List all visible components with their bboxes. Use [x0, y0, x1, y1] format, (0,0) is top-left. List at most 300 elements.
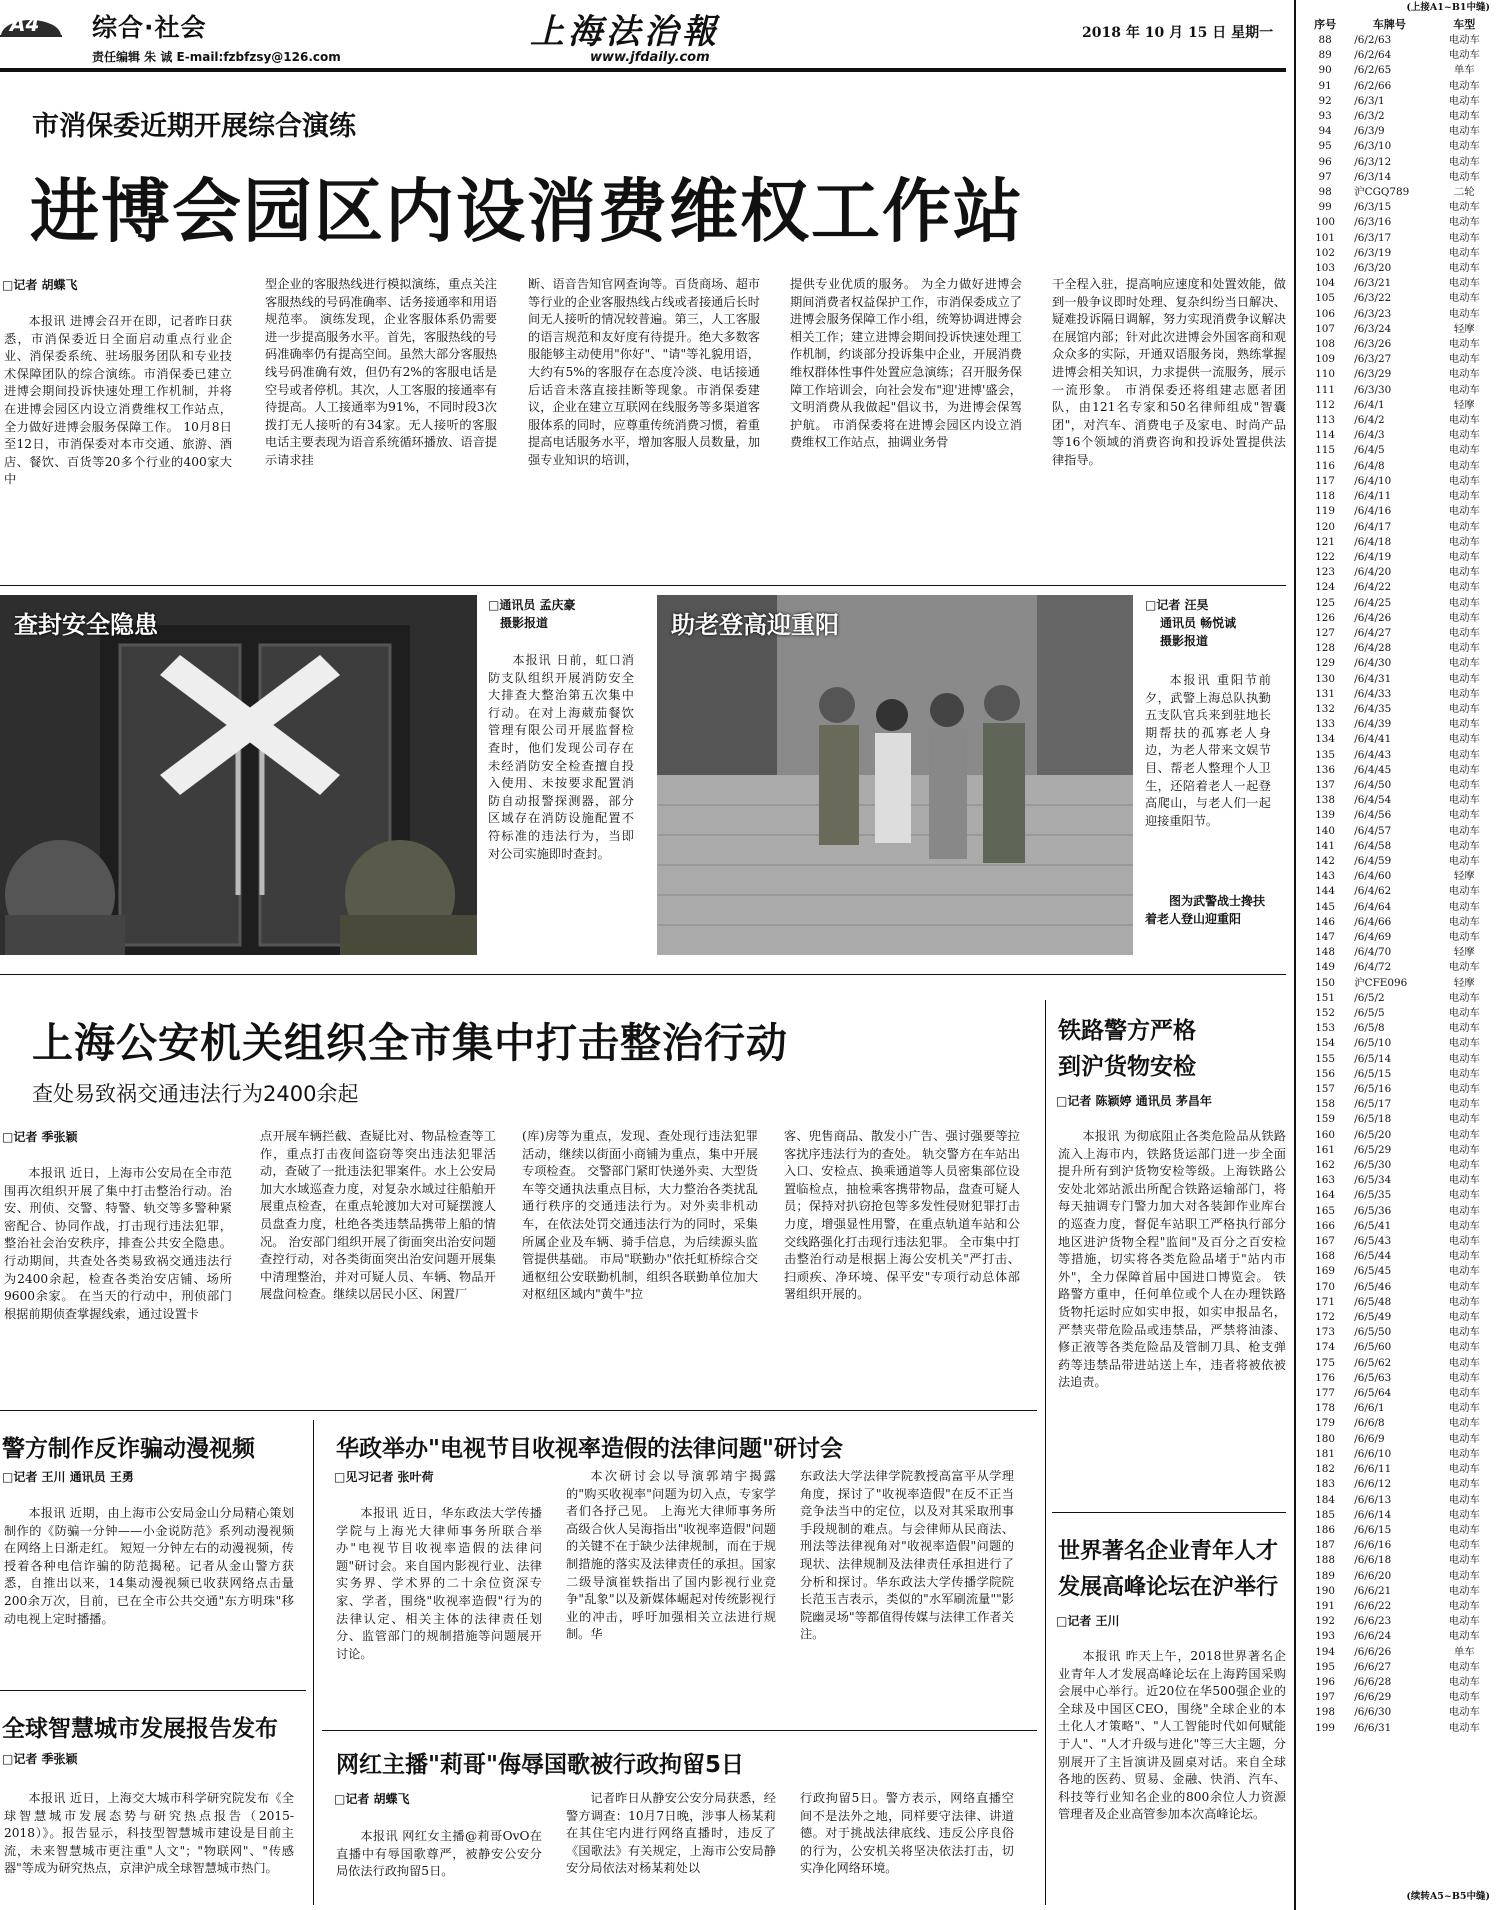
- photo1-text: 本报讯 日前，虹口消防支队组织开展消防安全大排查大整治第五次集中行动。在对上海葳茄餐饮管理有限公司开展监督检查时，他们发现公司存在未经消防安全检查擅自投入使用、未按要求配置消防自动报警探测器，部分区域存在消防设施配置不符标准的违法行为，当即对公司实施即时查封。: [488, 653, 634, 861]
- plate-index: 105: [1315, 292, 1336, 305]
- plate-number: /6/4/54: [1354, 794, 1392, 807]
- plate-index: 123: [1315, 566, 1336, 579]
- plate-row: [1304, 1067, 1496, 1082]
- plate-index: 166: [1315, 1219, 1336, 1232]
- vehicle-type: 电动车: [1448, 885, 1480, 898]
- plate-number: /6/4/57: [1354, 824, 1392, 837]
- article6-byline: □记者 季张颖: [2, 1752, 78, 1766]
- plate-row: [1304, 626, 1496, 641]
- plate-number: /6/5/63: [1354, 1371, 1392, 1384]
- vehicle-type: 轻摩: [1453, 946, 1475, 959]
- vehicle-type: 电动车: [1448, 459, 1480, 472]
- plate-number: /6/6/8: [1354, 1417, 1385, 1430]
- plate-row: [1304, 1310, 1496, 1325]
- vehicle-type: 电动车: [1448, 444, 1480, 457]
- plate-number: /6/3/12: [1354, 155, 1392, 168]
- plate-row: [1304, 1006, 1496, 1021]
- plate-index: 128: [1315, 642, 1336, 655]
- plate-index: 134: [1315, 733, 1336, 746]
- plate-number: /6/4/41: [1354, 733, 1392, 746]
- vehicle-type: 电动车: [1448, 170, 1480, 183]
- col-header-type: 车型: [1453, 18, 1476, 31]
- plate-number: /6/5/44: [1354, 1250, 1392, 1263]
- plate-row: [1304, 1462, 1496, 1477]
- vehicle-type: 电动车: [1448, 34, 1480, 46]
- plate-number: /6/6/21: [1354, 1584, 1392, 1597]
- plate-row: [1304, 94, 1496, 109]
- photo2-byline1: □记者 汪昊: [1145, 598, 1209, 612]
- plate-row: [1304, 793, 1496, 808]
- plate-index: 194: [1315, 1645, 1336, 1658]
- article2-subhead: 查处易致祸交通违法行为2400余起: [32, 1082, 359, 1106]
- vehicle-type: 电动车: [1448, 1493, 1480, 1506]
- vehicle-type: 电动车: [1448, 1189, 1480, 1202]
- plate-number: /6/6/30: [1354, 1706, 1392, 1719]
- vehicle-type: 电动车: [1448, 1523, 1480, 1536]
- plate-number: /6/4/17: [1354, 520, 1392, 533]
- plate-index: 116: [1315, 459, 1336, 472]
- plate-row: [1304, 1645, 1496, 1660]
- plate-number: /6/3/23: [1354, 307, 1392, 320]
- vehicle-type: 电动车: [1448, 1341, 1480, 1354]
- plate-row: [1304, 884, 1496, 899]
- plate-number: /6/3/10: [1354, 140, 1392, 153]
- article8-headline-line1: 世界著名企业青年人才: [1058, 1539, 1279, 1564]
- vehicle-type: 电动车: [1448, 262, 1480, 275]
- vehicle-type: 电动车: [1448, 1235, 1480, 1248]
- article2-col3: (库)房等为重点，发现、查处现行违法犯罪活动，继续以街面小商铺为重点，集中开展专项检查。 交警部门紧盯快递外卖、大型货车等交通执法重点目标，大力整治各类扰乱通行秩序的交通违法行为。对外卖非机动车，在依法处罚交通违法行为的同时，采集所属企业及车辆、骑手信息，为后续源头监管提供基础。 市局"联勤办"依托虹桥综合交通枢纽公安联勤机制，组织各联勤单位加大对枢纽区域内"黄牛"拉: [522, 1129, 758, 1302]
- plate-index: 138: [1315, 794, 1336, 807]
- plate-index: 185: [1315, 1508, 1336, 1521]
- plate-index: 174: [1315, 1341, 1336, 1354]
- vehicle-type: 电动车: [1448, 383, 1480, 396]
- plate-index: 124: [1315, 581, 1336, 594]
- plate-row: [1304, 1614, 1496, 1629]
- plate-number: /6/5/10: [1354, 1037, 1392, 1050]
- article3-text: 本报讯 为彻底阻止各类危险品从铁路流入上海市内，铁路货运部门进一步全面提升所有到沪货物安检等级。上海铁路公安处北郊站派出所配合铁路运输部门，将每天抽调专门警力加大对各装卸作业库台的巡查力度，督促车站职工严格执行部分地区进沪货物全程"监间"及百分之百安检等措施，切实将各类危险品堵于"站内市外"，全力保障首届中国进口博览会。 铁路警方重申，任何单位或个人在办理铁路货物托运时应如实申报，如实申报品名，严禁夹带危险品或违禁品，严禁将油漆、修正液等各类危险品及管制刀具、枪支弹药等违禁品带进站送上车，违者将被依被法追责。: [1058, 1129, 1286, 1390]
- plate-index: 122: [1315, 550, 1336, 563]
- vehicle-type: 电动车: [1448, 1128, 1480, 1141]
- plate-row: [1304, 1660, 1496, 1675]
- article1-col2: 型企业的客服热线进行模拟演练，重点关注客服热线的号码准确率、话务接通率和用语规范率。 演练发现，企业客服体系仍需要进一步提高服务水平。首先，客服热线的号码准确率仍有提高空间。虽然大部分客服热线号码准确有效，但仍有2%的客服电话是空号或者停机。其次，人工客服的接通率有待提高。人工接通率为91%，不同时段3次拨打无人接听的有34家。无人接听的客服电话主要表现为语音系统循环播放、语音提示请求挂: [265, 277, 497, 467]
- article2-byline: □记者 季张颖: [2, 1130, 78, 1144]
- plate-index: 129: [1315, 657, 1336, 670]
- plate-row: [1304, 1234, 1496, 1249]
- plate-row: [1304, 139, 1496, 154]
- plate-row: [1304, 611, 1496, 626]
- article7-col2: 记者昨日从静安公安分局获悉，经警方调查：10月7日晚，涉事人杨某莉在其住宅内进行网络直播时，违反了《国歌法》有关规定，上海市公安局静安分局依法对杨某莉处以: [566, 1791, 776, 1876]
- plate-index: 89: [1318, 49, 1332, 62]
- vehicle-type: 电动车: [1448, 505, 1480, 518]
- plate-row: [1304, 672, 1496, 687]
- masthead: 上海法治報: [530, 12, 720, 52]
- vehicle-type: 电动车: [1448, 702, 1480, 715]
- photo-fire-seal: [0, 595, 477, 955]
- plate-row: [1304, 900, 1496, 915]
- plate-index: 115: [1315, 444, 1336, 457]
- plate-index: 114: [1315, 429, 1336, 442]
- plate-number: /6/5/46: [1354, 1280, 1392, 1293]
- plate-index: 161: [1315, 1143, 1336, 1156]
- plate-row: [1304, 976, 1496, 991]
- plate-row: [1304, 109, 1496, 124]
- plate-row: [1304, 732, 1496, 747]
- vehicle-type: 电动车: [1448, 490, 1480, 503]
- plate-number: /6/4/1: [1354, 398, 1385, 411]
- plate-row: [1304, 352, 1496, 367]
- vehicle-type: 电动车: [1448, 581, 1480, 594]
- plate-row: [1304, 291, 1496, 306]
- plate-index: 158: [1315, 1098, 1336, 1111]
- plate-row: [1304, 200, 1496, 215]
- plate-index: 188: [1315, 1554, 1336, 1567]
- plate-row: [1304, 1508, 1496, 1523]
- plate-row: [1304, 215, 1496, 230]
- article8-text: 本报讯 昨天上午，2018世界著名企业青年人才发展高峰论坛在上海跨国采购会展中心举行。近20位在华500强企业的全球及中国区CEO，围绕"全球企业的本土化人才策略"、"人工智能时代如何赋能于人"、"人才升级与进化"等三大主题，分别展开了主旨演讲及圆桌对话。来自全球各地的医药、贸易、金融、快消、汽车、科技等行业知名企业的800余位人力资源管理者及企业高管参加本次高峰论坛。: [1058, 1649, 1286, 1822]
- vehicle-type: 电动车: [1448, 1615, 1480, 1628]
- plate-number: /6/5/16: [1354, 1083, 1392, 1096]
- plate-index: 149: [1315, 961, 1336, 974]
- plate-row: [1304, 915, 1496, 930]
- plate-index: 131: [1315, 687, 1336, 700]
- vehicle-type: 电动车: [1448, 642, 1480, 655]
- plate-row: [1304, 1629, 1496, 1644]
- plate-number: /6/4/39: [1354, 718, 1392, 731]
- plate-row: [1304, 170, 1496, 185]
- plate-index: 182: [1315, 1463, 1336, 1476]
- vehicle-type: 电动车: [1448, 1280, 1480, 1293]
- plate-row: [1304, 231, 1496, 246]
- photo2-byline3: 摄影报道: [1160, 634, 1209, 648]
- vehicle-type: 电动车: [1448, 140, 1480, 153]
- photo-elderly-climb: [657, 595, 1133, 955]
- plate-index: 178: [1315, 1402, 1336, 1415]
- article3-byline: □记者 陈颖婷 通讯员 茅昌年: [1056, 1094, 1212, 1108]
- plate-number: /6/3/29: [1354, 368, 1392, 381]
- plate-row: [1304, 1021, 1496, 1036]
- plate-number: 沪CGQ789: [1354, 186, 1410, 199]
- plate-index: 119: [1315, 505, 1336, 518]
- vehicle-type: 电动车: [1448, 1539, 1480, 1552]
- vehicle-type: 电动车: [1448, 824, 1480, 837]
- vehicle-type: 电动车: [1448, 657, 1480, 670]
- plate-index: 151: [1315, 991, 1336, 1004]
- plate-number: /6/6/14: [1354, 1508, 1392, 1521]
- article5-col3: 东政法大学法律学院教授高富平从学理角度，探讨了"收视率造假"在反不正当竞争法当中的定位，以及对其采取刑事手段规制的难点。与会律师从民商法、刑法等法律视角对"收视率造假"问题的现状、法律规制及法律责任承担进行了分析和探讨。华东政法大学传播学院院长范玉吉表示，类似的"水军刷流量""影院幽灵场"等都值得传媒与法律工作者关注。: [800, 1469, 1014, 1642]
- plate-index: 152: [1315, 1007, 1336, 1019]
- plate-row: [1304, 748, 1496, 763]
- plate-row: [1304, 1386, 1496, 1401]
- plate-number: /6/5/14: [1354, 1052, 1392, 1065]
- vehicle-type: 电动车: [1448, 1174, 1480, 1187]
- col-header-plate: 车牌号: [1372, 18, 1406, 31]
- plate-index: 135: [1315, 748, 1336, 761]
- plate-index: 118: [1315, 490, 1336, 503]
- article1-col3: 断、语音告知官网查询等。百货商场、超市等行业的企业客服热线占线或者接通后长时间无人接听的情况较普遍。第三，人工客服的语言规范和友好度有待提升。绝大多数客服能够主动使用"你好"、"请"等礼貌用语，大约有5%的客服存在态度冷淡、电话接通后话音未落直接挂断等现象。市消保委建议，企业在建立互联网在线服务等多渠道客服体系的同时，应尊重传统消费习惯，着重提高电话服务水平，增加客服人员数量，加强专业知识的培训，: [528, 277, 760, 467]
- article1-col4: 提供专业优质的服务。 为全力做好进博会期间消费者权益保护工作，市消保委成立了进博会服务保障工作小组，统筹协调进博会相关工作；建立进博会期间投诉快速处理工作机制，约谈部分投诉集中企业，开展消费维权群体性事件处置应急演练；召开服务保障工作培训会，向社会发布"迎'进博'盛会，文明消费从我做起"倡议书，为进博会保驾护航。 市消保委将在进博会园区内设立消费维权工作站点，抽调业务骨: [790, 277, 1022, 450]
- vehicle-type: 电动车: [1448, 748, 1480, 761]
- plate-row: [1304, 1553, 1496, 1568]
- plate-index: 92: [1318, 94, 1332, 107]
- plate-index: 155: [1315, 1052, 1336, 1065]
- vehicle-type: 电动车: [1448, 672, 1480, 685]
- plate-number: /6/4/62: [1354, 885, 1392, 898]
- plate-number: /6/4/56: [1354, 809, 1392, 822]
- plate-number: /6/2/63: [1354, 34, 1392, 46]
- plate-index: 186: [1315, 1523, 1336, 1536]
- plate-row: [1304, 991, 1496, 1006]
- plate-row: [1304, 1036, 1496, 1051]
- divider-1: [0, 585, 1286, 586]
- header-rule: [0, 68, 1286, 72]
- plate-number: /6/4/31: [1354, 672, 1392, 685]
- plate-index: 109: [1315, 353, 1336, 366]
- plate-row: [1304, 565, 1496, 580]
- plate-row: [1304, 1264, 1496, 1279]
- plate-index: 121: [1315, 535, 1336, 548]
- plate-row: [1304, 1280, 1496, 1295]
- vehicle-type: 电动车: [1448, 216, 1480, 229]
- plate-row: [1304, 1143, 1496, 1158]
- vehicle-type: 电动车: [1448, 915, 1480, 928]
- plate-row: [1304, 945, 1496, 960]
- plate-number: /6/3/24: [1354, 322, 1392, 335]
- vehicle-type: 单车: [1453, 64, 1475, 77]
- plate-index: 173: [1315, 1326, 1336, 1339]
- plate-row: [1304, 1249, 1496, 1264]
- plate-number: /6/6/28: [1354, 1675, 1392, 1688]
- plate-row: [1304, 596, 1496, 611]
- plate-index: 142: [1315, 854, 1336, 867]
- plate-index: 159: [1315, 1113, 1336, 1126]
- plate-number: /6/4/27: [1354, 626, 1392, 639]
- article4-text: 本报讯 近期，由上海市公安局金山分局精心策划制作的《防骗一分钟——小金说防范》系列动漫视频在网络上日渐走红。 短短一分钟左右的动漫视频，传授着各种电信诈骗的防范揭秘。记者从金山警方获悉，自推出以来，14集动漫视频已收获网络点击量200余万次，目前，已在全市公共交通"东方明珠"移动电视上定时播播。: [4, 1506, 294, 1626]
- photo2-title: 助老登高迎重阳: [671, 611, 839, 639]
- plate-row: [1304, 1447, 1496, 1462]
- issue-date: 2018 年 10 月 15 日 星期一: [1082, 25, 1274, 41]
- divider-col-left: [313, 1420, 314, 1905]
- plate-number: /6/4/60: [1354, 870, 1392, 883]
- plate-index: 133: [1315, 718, 1336, 731]
- plate-row: [1304, 337, 1496, 352]
- article2-col2: 点开展车辆拦截、查疑比对、物品检查等工作，重点打击夜间盗窃等突出违法犯罪活动，查破了一批违法犯罪案件。水上公安局加大水域巡查力度，对复杂水域过往船舶开展重点检查，在重点轮渡加大对可疑摆渡人员盘查力度，杜绝各类违禁品携带上船的情况。 治安部门组织开展了街面突出治安问题查控行动，对各类街面突出治安问题开展集中清理整治，并对可疑人员、车辆、物品开展盘问检查。继续以居民小区、闲置厂: [260, 1129, 496, 1302]
- vehicle-type: 电动车: [1448, 1447, 1480, 1460]
- vehicle-type: 电动车: [1448, 1067, 1480, 1080]
- vehicle-type: 电动车: [1448, 1143, 1480, 1156]
- vehicle-type: 电动车: [1448, 155, 1480, 168]
- plate-number: /6/5/34: [1354, 1174, 1392, 1187]
- website-url: www.jfdaily.com: [590, 50, 710, 65]
- plate-number: /6/6/22: [1354, 1599, 1392, 1612]
- plate-number: /6/6/20: [1354, 1569, 1392, 1582]
- divider-5: [1052, 1512, 1286, 1513]
- sidebar-bottom-note: (续转A5~B5中缝): [1406, 1891, 1490, 1902]
- plate-number: /6/3/19: [1354, 246, 1392, 259]
- plate-index: 153: [1315, 1022, 1336, 1035]
- plate-index: 130: [1315, 672, 1336, 685]
- vehicle-type: 电动车: [1448, 1371, 1480, 1384]
- vehicle-type: 电动车: [1448, 79, 1480, 92]
- plate-row: [1304, 1477, 1496, 1492]
- vehicle-type: 电动车: [1448, 930, 1480, 943]
- plate-index: 175: [1315, 1356, 1336, 1369]
- plate-number: /6/5/41: [1354, 1219, 1392, 1232]
- plate-index: 192: [1315, 1615, 1336, 1628]
- plate-row: [1304, 1523, 1496, 1538]
- plate-row: [1304, 854, 1496, 869]
- plate-number: /6/4/10: [1354, 474, 1392, 487]
- vehicle-type: 电动车: [1448, 596, 1480, 609]
- plate-index: 139: [1315, 809, 1336, 822]
- vehicle-type: 电动车: [1448, 414, 1480, 427]
- plate-row: [1304, 489, 1496, 504]
- vehicle-type: 轻摩: [1453, 976, 1475, 989]
- plate-row: [1304, 1416, 1496, 1431]
- vehicle-type: 电动车: [1448, 991, 1480, 1004]
- article7-col1: 本报讯 网红女主播@莉哥OvO在直播中有辱国歌尊严，被静安公安分局依法行政拘留5日。: [336, 1829, 542, 1879]
- plate-row: [1304, 246, 1496, 261]
- plate-row: [1304, 1340, 1496, 1355]
- vehicle-type: 电动车: [1448, 854, 1480, 867]
- plate-number: /6/3/22: [1354, 292, 1392, 305]
- vehicle-type: 电动车: [1448, 718, 1480, 731]
- vehicle-type: 电动车: [1448, 961, 1480, 974]
- vehicle-type: 电动车: [1448, 246, 1480, 259]
- photo1-byline1: □通讯员 孟庆豪: [488, 598, 576, 612]
- plate-index: 184: [1315, 1493, 1336, 1506]
- plate-number: /6/4/43: [1354, 748, 1392, 761]
- plate-index: 99: [1318, 201, 1332, 214]
- plate-number: /6/4/22: [1354, 581, 1392, 594]
- article4-byline: □记者 王川 通讯员 王勇: [2, 1470, 134, 1484]
- plate-number: /6/4/16: [1354, 505, 1392, 518]
- vehicle-type: 电动车: [1448, 1554, 1480, 1567]
- plate-index: 172: [1315, 1311, 1336, 1324]
- plate-row: [1304, 778, 1496, 793]
- photo2-caption: 图为武警战士搀扶着老人登山迎重阳: [1145, 894, 1266, 926]
- vehicle-type: 轻摩: [1453, 398, 1475, 411]
- vehicle-type: 电动车: [1448, 1159, 1480, 1172]
- plate-row: [1304, 641, 1496, 656]
- plate-index: 90: [1318, 64, 1332, 77]
- plate-index: 104: [1315, 277, 1336, 290]
- plate-row: [1304, 717, 1496, 732]
- plate-index: 140: [1315, 824, 1336, 837]
- plate-row: [1304, 520, 1496, 535]
- plate-row: [1304, 307, 1496, 322]
- plate-row: [1304, 1599, 1496, 1614]
- plate-index: 97: [1318, 170, 1332, 183]
- plate-index: 93: [1318, 110, 1332, 123]
- vehicle-type: 电动车: [1448, 763, 1480, 776]
- plate-row: [1304, 869, 1496, 884]
- plate-index: 108: [1315, 338, 1336, 351]
- vehicle-type: 电动车: [1448, 307, 1480, 320]
- vehicle-type: 电动车: [1448, 1250, 1480, 1263]
- plate-index: 169: [1315, 1265, 1336, 1278]
- plate-row: [1304, 580, 1496, 595]
- plate-row: [1304, 960, 1496, 975]
- plate-index: 183: [1315, 1478, 1336, 1491]
- plate-index: 150: [1315, 976, 1336, 989]
- plate-index: 132: [1315, 702, 1336, 715]
- plate-index: 91: [1318, 79, 1332, 92]
- sidebar-header-row: [1304, 16, 1496, 33]
- vehicle-type: 电动车: [1448, 611, 1480, 624]
- plate-number: /6/3/26: [1354, 338, 1392, 351]
- plate-index: 146: [1315, 915, 1336, 928]
- plate-row: [1304, 1432, 1496, 1447]
- plate-index: 100: [1315, 216, 1336, 229]
- plate-row: [1304, 1188, 1496, 1203]
- plate-number: /6/4/25: [1354, 596, 1392, 609]
- plate-number: /6/5/43: [1354, 1235, 1392, 1248]
- plate-index: 102: [1315, 246, 1336, 259]
- vehicle-type: 电动车: [1448, 1219, 1480, 1232]
- plate-index: 137: [1315, 778, 1336, 791]
- plate-index: 127: [1315, 626, 1336, 639]
- vehicle-type: 电动车: [1448, 1387, 1480, 1400]
- plate-number: /6/3/20: [1354, 262, 1392, 275]
- plate-number: /6/5/18: [1354, 1113, 1392, 1126]
- plate-number: /6/4/5: [1354, 444, 1385, 457]
- article8-byline: □记者 王川: [1056, 1614, 1120, 1628]
- plate-row: [1304, 839, 1496, 854]
- article1-kicker: 市消保委近期开展综合演练: [32, 111, 356, 142]
- divider-col-right: [1045, 1000, 1046, 1905]
- plate-number: /6/2/64: [1354, 49, 1392, 62]
- plate-number: /6/6/9: [1354, 1432, 1385, 1445]
- vehicle-type: 电动车: [1448, 1691, 1480, 1704]
- stairs-illustration: [657, 595, 1133, 955]
- plate-number: /6/4/11: [1354, 490, 1392, 503]
- plate-row: [1304, 124, 1496, 139]
- vehicle-type: 电动车: [1448, 839, 1480, 852]
- plate-row: [1304, 367, 1496, 382]
- plate-number: /6/6/10: [1354, 1447, 1392, 1460]
- plate-number: /6/4/64: [1354, 900, 1392, 913]
- plate-index: 111: [1315, 383, 1336, 396]
- plate-number: /6/3/27: [1354, 353, 1392, 366]
- plate-row: [1304, 1401, 1496, 1416]
- plate-index: 177: [1315, 1387, 1336, 1400]
- vehicle-type: 电动车: [1448, 1721, 1480, 1734]
- plate-row: [1304, 1082, 1496, 1097]
- plate-number: /6/3/2: [1354, 110, 1385, 123]
- plate-row: [1304, 1325, 1496, 1340]
- plate-row: [1304, 1052, 1496, 1067]
- plate-index: 143: [1315, 870, 1336, 883]
- plate-number: /6/6/11: [1354, 1463, 1392, 1476]
- vehicle-type: 电动车: [1448, 566, 1480, 579]
- plate-row: [1304, 48, 1496, 63]
- plate-number: /6/4/8: [1354, 459, 1385, 472]
- plate-index: 199: [1315, 1721, 1336, 1734]
- vehicle-type: 电动车: [1448, 1675, 1480, 1688]
- plate-row: [1304, 1584, 1496, 1599]
- plate-index: 98: [1318, 186, 1332, 199]
- plate-row: [1304, 504, 1496, 519]
- editor-line: 责任编辑 朱 诚 E-mail:fzbfzsy@126.com: [92, 50, 341, 64]
- plate-number: /6/5/2: [1354, 991, 1385, 1004]
- vehicle-type: 电动车: [1448, 201, 1480, 214]
- vehicle-type: 电动车: [1448, 1037, 1480, 1050]
- plate-number: /6/6/1: [1354, 1402, 1385, 1415]
- plate-index: 170: [1315, 1280, 1336, 1293]
- divider-4a: [0, 1690, 306, 1691]
- plate-number: /6/5/45: [1354, 1265, 1392, 1278]
- vehicle-type: 电动车: [1448, 535, 1480, 548]
